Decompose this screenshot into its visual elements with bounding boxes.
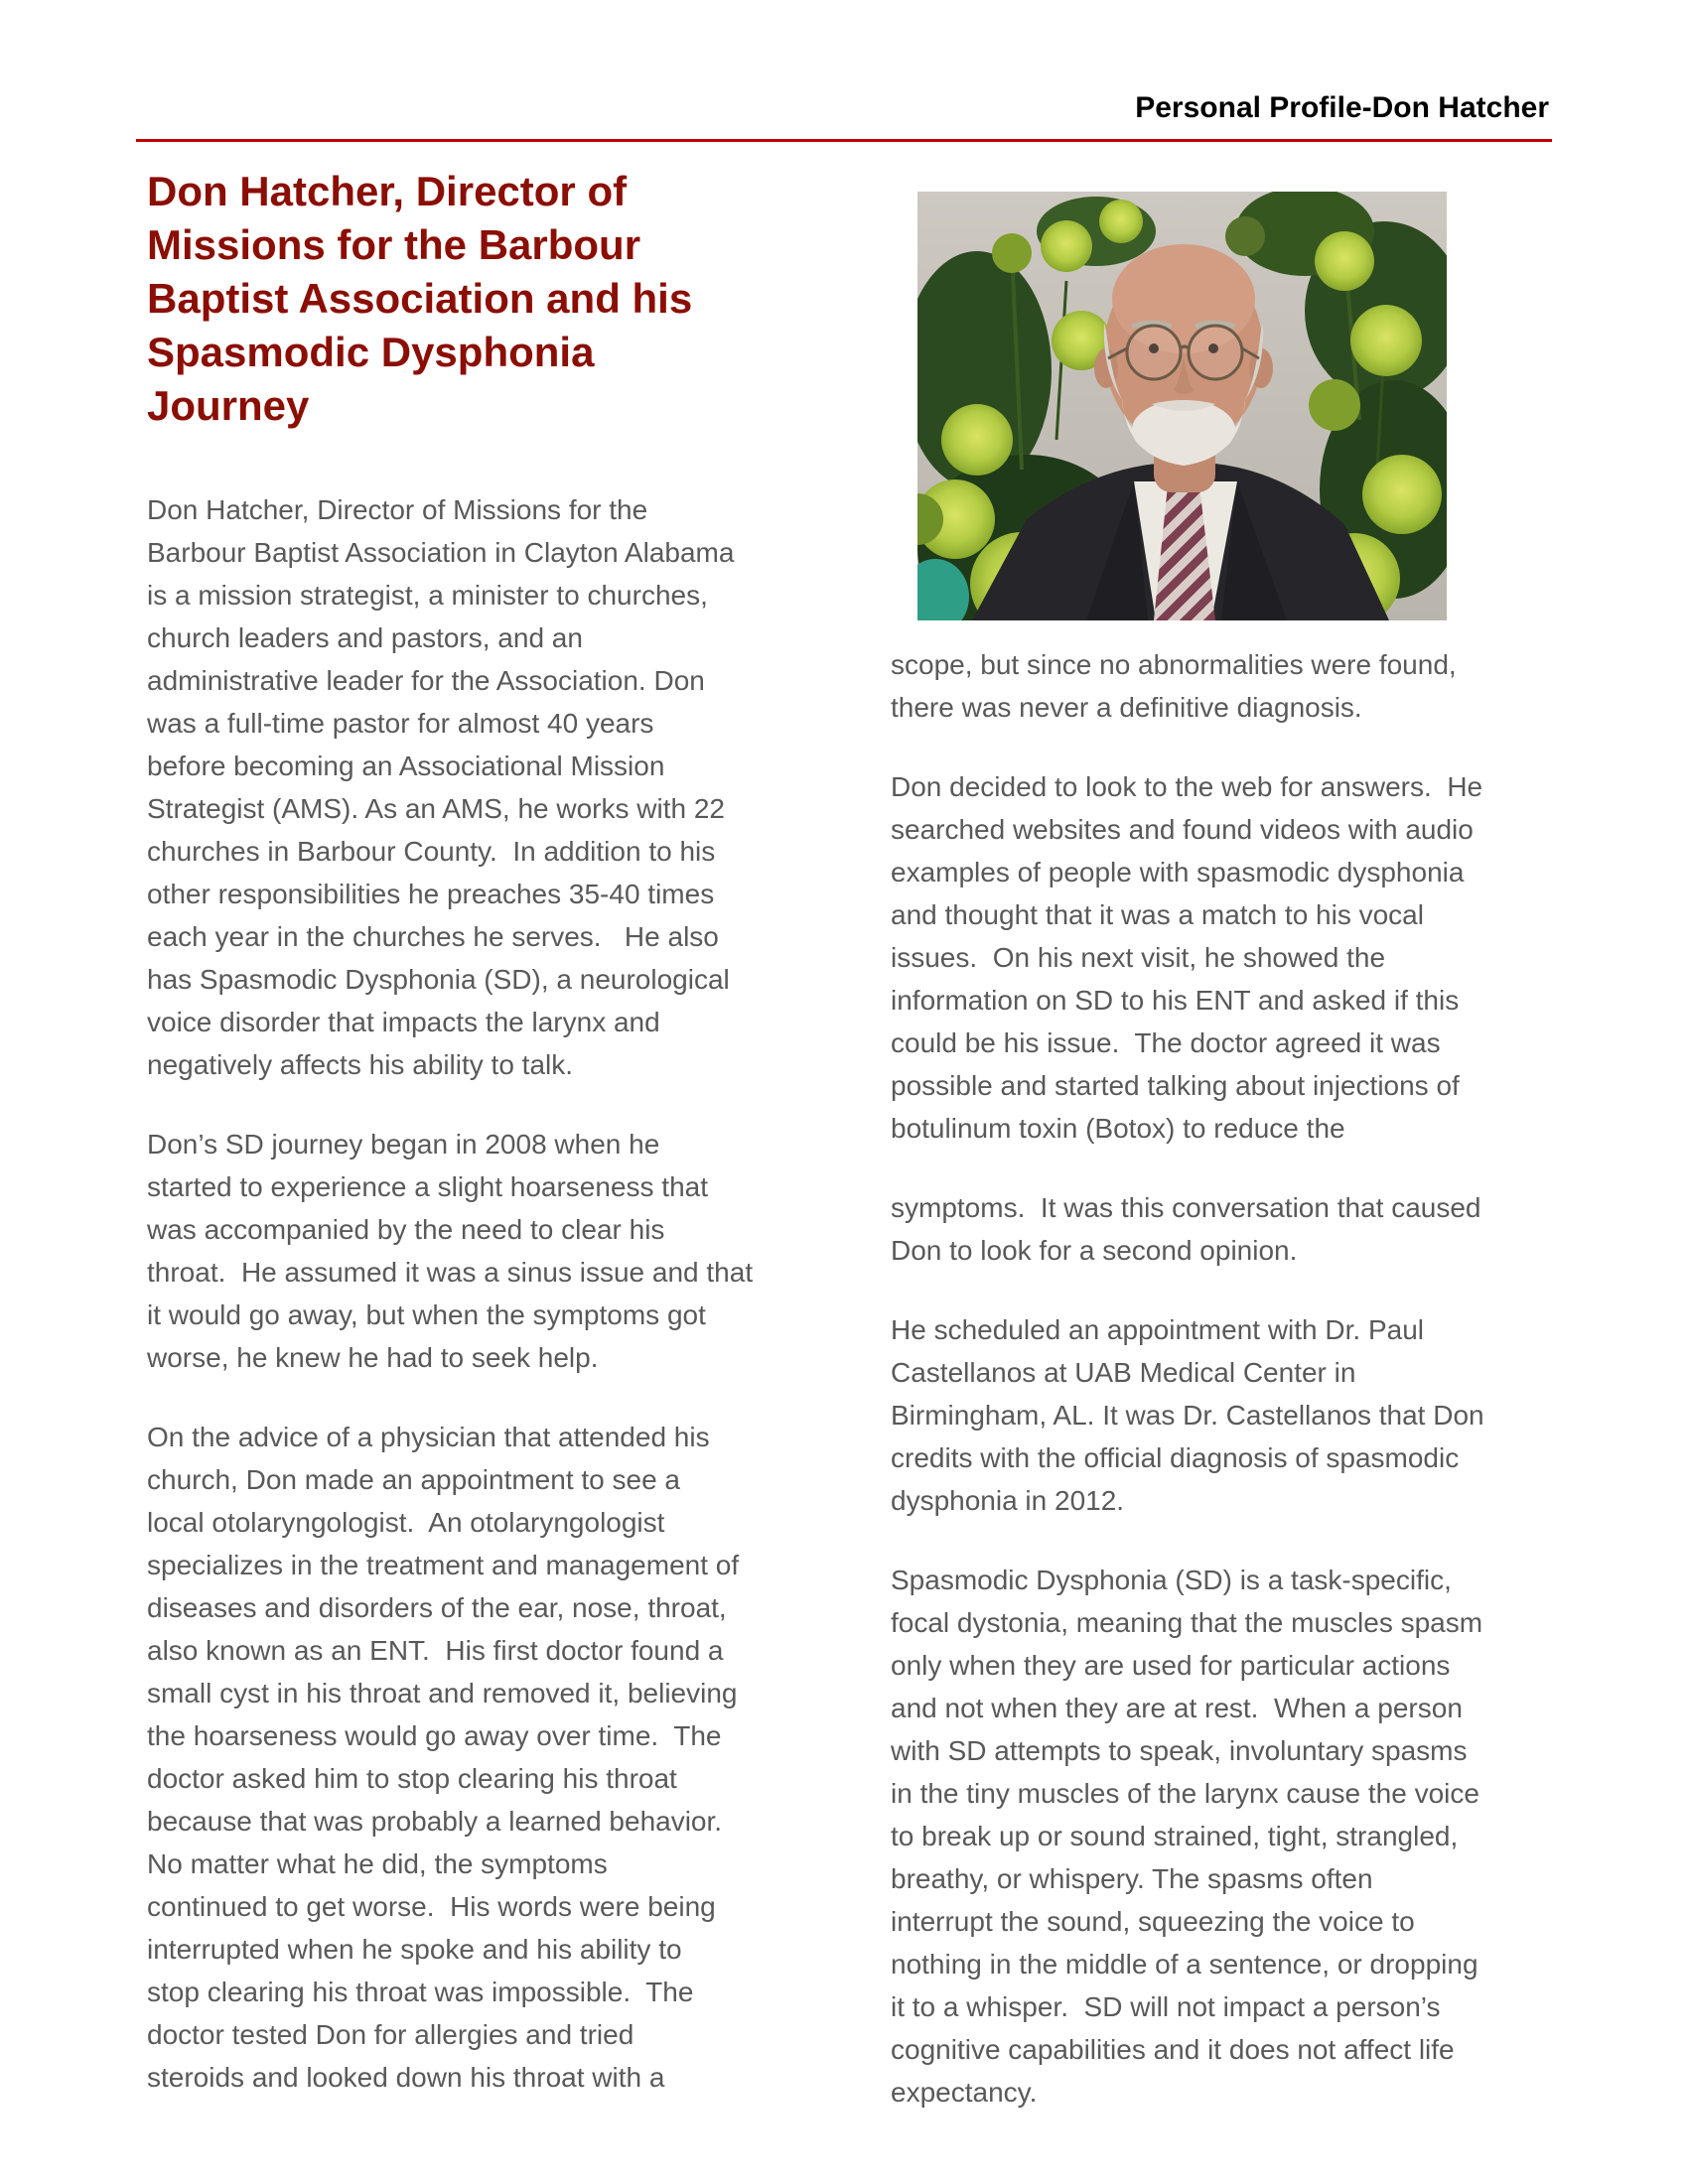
- article-title: [147, 165, 692, 433]
- paragraph: [891, 643, 1596, 729]
- text-line: Don Hatcher, Director of Missions for the: [147, 494, 648, 525]
- text-line: also known as an ENT. His first doctor found a: [147, 1635, 724, 1666]
- page-header-title: Personal Profile-Don Hatcher: [1135, 91, 1549, 124]
- text-line: churches in Barbour County. In addition to his: [147, 836, 716, 867]
- text-line: Birmingham, AL. It was Dr. Castellanos that Don: [891, 1400, 1484, 1431]
- text-line: nothing in the middle of a sentence, or dropping: [891, 1949, 1478, 1979]
- text-line: Barbour Baptist Association in Clayton Alabama: [147, 537, 735, 568]
- title-line: Spasmodic Dysphonia: [147, 329, 595, 375]
- profile-photo-illustration: [917, 192, 1447, 620]
- text-line: in the tiny muscles of the larynx cause the voice: [891, 1778, 1479, 1809]
- title-line: Baptist Association and his: [147, 275, 693, 322]
- text-line: botulinum toxin (Botox) to reduce the: [891, 1113, 1345, 1144]
- text-line: doctor tested Don for allergies and tried: [147, 2019, 634, 2050]
- text-line: focal dystonia, meaning that the muscles spasm: [891, 1607, 1483, 1638]
- text-line: specializes in the treatment and management of: [147, 1550, 740, 1580]
- text-line: Castellanos at UAB Medical Center in: [891, 1357, 1356, 1388]
- text-line: On the advice of a physician that attended his: [147, 1422, 710, 1452]
- text-line: continued to get worse. His words were being: [147, 1891, 716, 1922]
- text-line: and not when they are at rest. When a person: [891, 1693, 1463, 1723]
- text-line: steroids and looked down his throat with a: [147, 2062, 665, 2093]
- text-line: negatively affects his ability to talk.: [147, 1049, 574, 1080]
- text-line: worse, he knew he had to seek help.: [147, 1342, 599, 1373]
- title-line: Don Hatcher, Director of: [147, 168, 628, 214]
- text-line: information on SD to his ENT and asked if this: [891, 985, 1460, 1016]
- text-line: interrupt the sound, squeezing the voice to: [891, 1906, 1415, 1937]
- text-line: church leaders and pastors, and an: [147, 622, 583, 653]
- text-line: possible and started talking about injections of: [891, 1070, 1460, 1101]
- text-line: started to experience a slight hoarseness that: [147, 1171, 709, 1202]
- text-line: before becoming an Associational Mission: [147, 751, 665, 781]
- text-line: No matter what he did, the symptoms: [147, 1848, 608, 1879]
- right-text-column: [891, 643, 1596, 2150]
- text-line: because that was probably a learned behavior.: [147, 1806, 723, 1837]
- text-line: only when they are used for particular actions: [891, 1650, 1451, 1681]
- text-line: to break up or sound strained, tight, strangled,: [891, 1821, 1459, 1851]
- text-line: Strategist (AMS). As an AMS, he works with 22: [147, 793, 725, 824]
- text-line: Don decided to look to the web for answers. He: [891, 771, 1483, 802]
- title-line: Missions for the Barbour: [147, 221, 641, 268]
- text-line: He scheduled an appointment with Dr. Paul: [891, 1314, 1424, 1345]
- text-line: searched websites and found videos with audio: [891, 814, 1474, 845]
- text-line: was a full-time pastor for almost 40 years: [147, 708, 654, 739]
- text-line: administrative leader for the Association. Don: [147, 665, 705, 696]
- paragraph: [891, 1559, 1596, 2114]
- text-line: cognitive capabilities and it does not affect life: [891, 2034, 1455, 2065]
- paragraph: [147, 488, 852, 1086]
- text-line: diseases and disorders of the ear, nose, throat,: [147, 1592, 727, 1623]
- text-line: symptoms. It was this conversation that caused: [891, 1192, 1481, 1223]
- left-text-column: [147, 488, 852, 2135]
- text-line: local otolaryngologist. An otolaryngologist: [147, 1507, 665, 1538]
- text-line: it to a whisper. SD will not impact a person’s: [891, 1991, 1441, 2022]
- title-line: Journey: [147, 382, 310, 429]
- text-line: and thought that it was a match to his vocal: [891, 899, 1424, 930]
- text-line: each year in the churches he serves. He also: [147, 921, 719, 952]
- text-line: it would go away, but when the symptoms got: [147, 1299, 706, 1330]
- text-line: small cyst in his throat and removed it, believing: [147, 1678, 738, 1708]
- profile-photo: [917, 192, 1447, 620]
- paragraph: [147, 1123, 852, 1379]
- text-line: stop clearing his throat was impossible. The: [147, 1977, 694, 2007]
- text-line: the hoarseness would go away over time. The: [147, 1720, 722, 1751]
- header-rule: [136, 139, 1552, 142]
- text-line: examples of people with spasmodic dysphonia: [891, 857, 1465, 887]
- text-line: dysphonia in 2012.: [891, 1485, 1125, 1516]
- text-line: Spasmodic Dysphonia (SD) is a task-specific,: [891, 1565, 1452, 1595]
- text-line: issues. On his next visit, he showed the: [891, 942, 1386, 973]
- text-line: breathy, or whispery. The spasms often: [891, 1863, 1373, 1894]
- text-line: with SD attempts to speak, involuntary spasms: [891, 1735, 1468, 1766]
- paragraph: [891, 765, 1596, 1150]
- text-line: other responsibilities he preaches 35-40 times: [147, 879, 715, 909]
- text-line: could be his issue. The doctor agreed it was: [891, 1027, 1441, 1058]
- paragraph: [891, 1308, 1596, 1522]
- text-line: Don to look for a second opinion.: [891, 1235, 1298, 1266]
- paragraph: [891, 1186, 1596, 1272]
- text-line: is a mission strategist, a minister to churches,: [147, 580, 708, 611]
- text-line: church, Don made an appointment to see a: [147, 1464, 681, 1495]
- text-line: has Spasmodic Dysphonia (SD), a neurological: [147, 964, 730, 995]
- text-line: throat. He assumed it was a sinus issue and that: [147, 1257, 754, 1288]
- text-line: voice disorder that impacts the larynx and: [147, 1007, 660, 1037]
- text-line: there was never a definitive diagnosis.: [891, 692, 1362, 723]
- text-line: scope, but since no abnormalities were found,: [891, 649, 1457, 680]
- text-line: interrupted when he spoke and his ability to: [147, 1934, 682, 1965]
- text-line: was accompanied by the need to clear his: [147, 1214, 665, 1245]
- text-line: expectancy.: [891, 2077, 1038, 2108]
- text-line: credits with the official diagnosis of spasmodic: [891, 1442, 1460, 1473]
- paragraph: [147, 1416, 852, 2099]
- text-line: doctor asked him to stop clearing his throat: [147, 1763, 677, 1794]
- text-line: Don’s SD journey began in 2008 when he: [147, 1129, 660, 1160]
